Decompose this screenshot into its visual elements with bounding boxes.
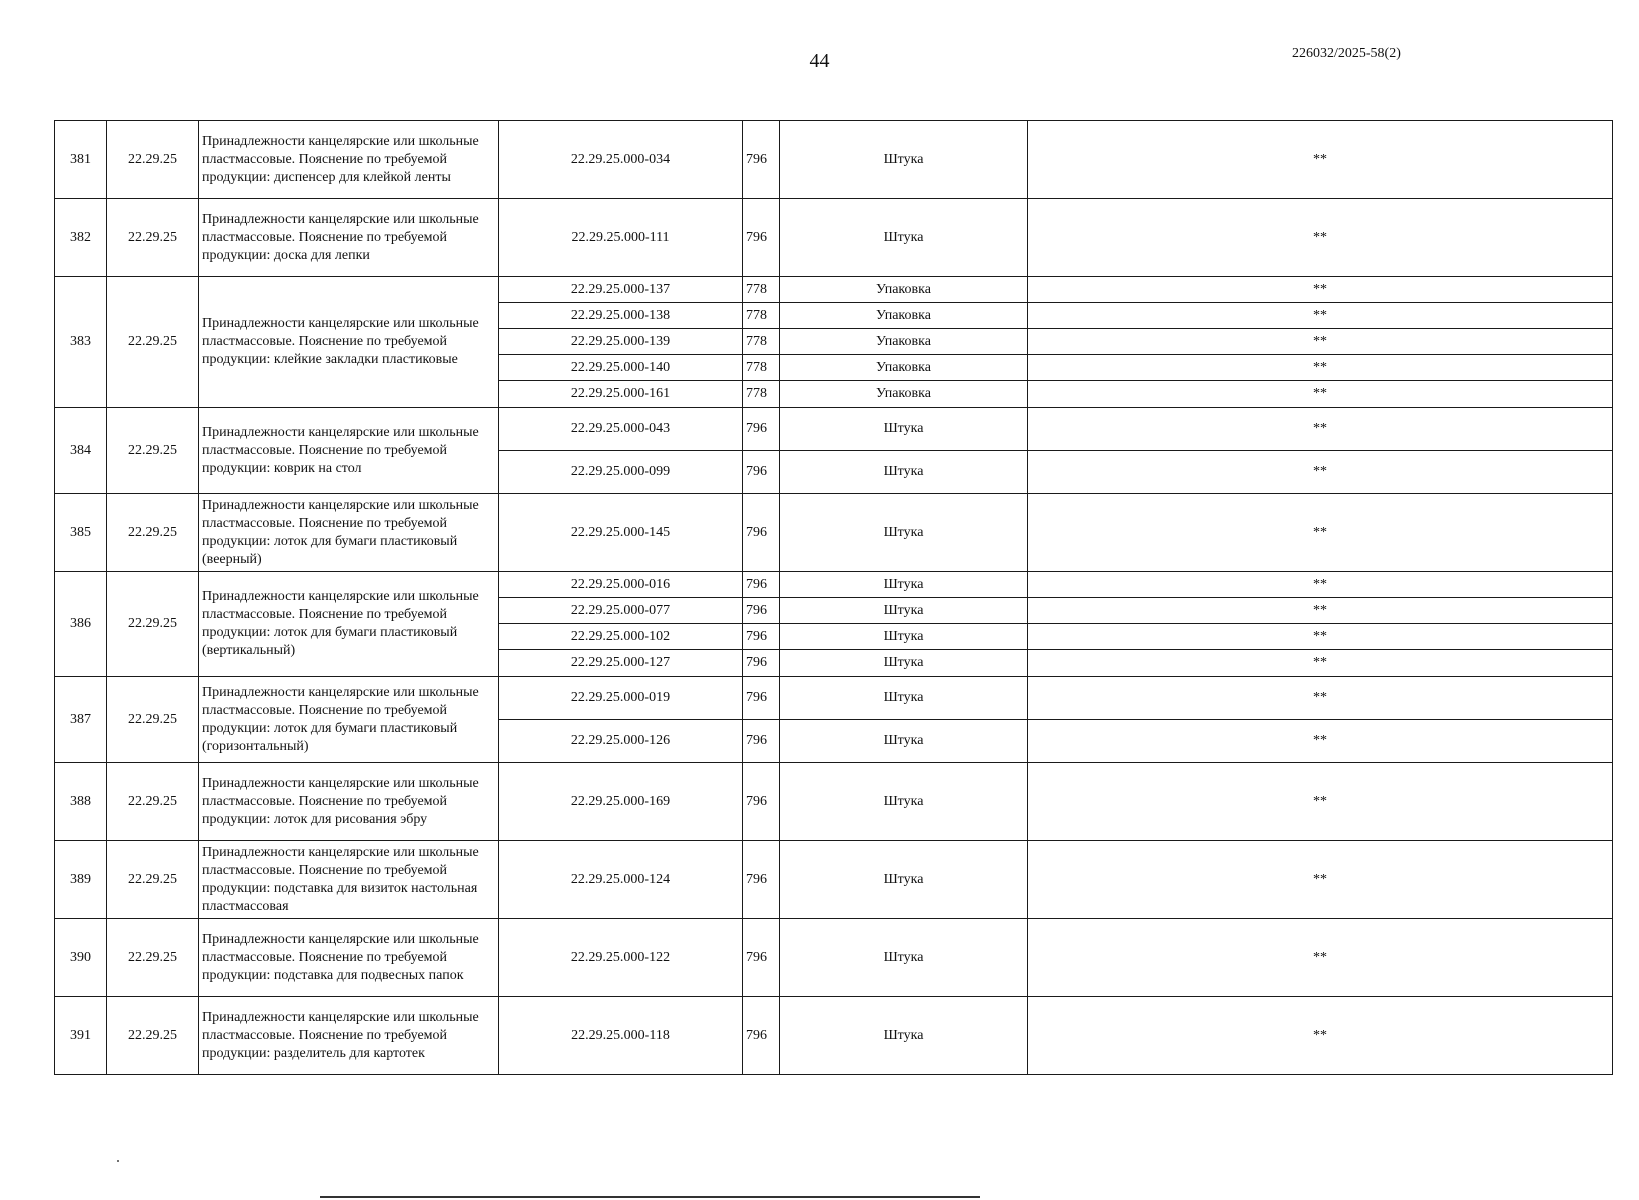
okei-code: 796	[743, 763, 780, 841]
okei-code: 796	[743, 919, 780, 997]
ktru-code: 22.29.25.000-169	[499, 763, 743, 841]
note-cell: **	[1028, 451, 1613, 494]
product-description: Принадлежности канцелярские или школьные пластмассовые. Пояснение по требуемой продукции: клейкие закладки пластиковые	[199, 277, 499, 408]
okpd-code: 22.29.25	[107, 919, 199, 997]
okpd-code: 22.29.25	[107, 494, 199, 572]
ktru-code: 22.29.25.000-124	[499, 841, 743, 919]
product-description: Принадлежности канцелярские или школьные пластмассовые. Пояснение по требуемой продукции: лоток для бумаги пластиковый (горизонтальный)	[199, 677, 499, 763]
unit-name: Упаковка	[780, 329, 1028, 355]
okei-code: 796	[743, 841, 780, 919]
ktru-code: 22.29.25.000-138	[499, 303, 743, 329]
product-description: Принадлежности канцелярские или школьные пластмассовые. Пояснение по требуемой продукции: лоток для бумаги пластиковый (вертикальный)	[199, 572, 499, 677]
note-cell: **	[1028, 650, 1613, 677]
okei-code: 778	[743, 355, 780, 381]
okei-code: 796	[743, 997, 780, 1075]
note-cell: **	[1028, 355, 1613, 381]
note-cell: **	[1028, 919, 1613, 997]
table-row	[55, 408, 1613, 451]
table-row	[55, 277, 1613, 303]
ktru-code: 22.29.25.000-102	[499, 624, 743, 650]
product-description: Принадлежности канцелярские или школьные пластмассовые. Пояснение по требуемой продукции: подставка для подвесных папок	[199, 919, 499, 997]
document-id: 226032/2025-58(2)	[1292, 46, 1401, 61]
note-cell: **	[1028, 841, 1613, 919]
row-number: 387	[55, 677, 107, 763]
table-row	[55, 121, 1613, 199]
okei-code: 778	[743, 329, 780, 355]
unit-name: Штука	[780, 598, 1028, 624]
unit-name: Штука	[780, 720, 1028, 763]
note-cell: **	[1028, 494, 1613, 572]
unit-name: Штука	[780, 677, 1028, 720]
unit-name: Штука	[780, 997, 1028, 1075]
note-cell: **	[1028, 277, 1613, 303]
ktru-code: 22.29.25.000-145	[499, 494, 743, 572]
note-cell: **	[1028, 381, 1613, 408]
okei-code: 796	[743, 650, 780, 677]
note-cell: **	[1028, 720, 1613, 763]
ktru-code: 22.29.25.000-126	[499, 720, 743, 763]
unit-name: Упаковка	[780, 381, 1028, 408]
note-cell: **	[1028, 121, 1613, 199]
product-description: Принадлежности канцелярские или школьные пластмассовые. Пояснение по требуемой продукции: диспенсер для клейкой ленты	[199, 121, 499, 199]
okei-code: 796	[743, 677, 780, 720]
unit-name: Штука	[780, 451, 1028, 494]
scan-speck	[117, 1160, 119, 1162]
unit-name: Упаковка	[780, 303, 1028, 329]
okei-code: 796	[743, 598, 780, 624]
okpd-code: 22.29.25	[107, 997, 199, 1075]
okei-code: 796	[743, 199, 780, 277]
table-row	[55, 572, 1613, 598]
note-cell: **	[1028, 598, 1613, 624]
product-description: Принадлежности канцелярские или школьные пластмассовые. Пояснение по требуемой продукции: лоток для бумаги пластиковый (веерный)	[199, 494, 499, 572]
unit-name: Упаковка	[780, 277, 1028, 303]
unit-name: Штука	[780, 650, 1028, 677]
note-cell: **	[1028, 763, 1613, 841]
note-cell: **	[1028, 199, 1613, 277]
table-row	[55, 841, 1613, 919]
table-row	[55, 919, 1613, 997]
unit-name: Штука	[780, 624, 1028, 650]
page-number: 44	[809, 50, 830, 72]
row-number: 386	[55, 572, 107, 677]
okpd-code: 22.29.25	[107, 277, 199, 408]
row-number: 381	[55, 121, 107, 199]
unit-name: Штука	[780, 494, 1028, 572]
okpd-code: 22.29.25	[107, 841, 199, 919]
ktru-code: 22.29.25.000-118	[499, 997, 743, 1075]
unit-name: Штука	[780, 572, 1028, 598]
unit-name: Упаковка	[780, 355, 1028, 381]
ktru-code: 22.29.25.000-043	[499, 408, 743, 451]
okpd-code: 22.29.25	[107, 408, 199, 494]
ktru-code: 22.29.25.000-111	[499, 199, 743, 277]
ktru-code: 22.29.25.000-034	[499, 121, 743, 199]
okpd-code: 22.29.25	[107, 199, 199, 277]
table-row	[55, 997, 1613, 1075]
okei-code: 796	[743, 451, 780, 494]
okei-code: 778	[743, 381, 780, 408]
ktru-code: 22.29.25.000-077	[499, 598, 743, 624]
row-number: 390	[55, 919, 107, 997]
row-number: 382	[55, 199, 107, 277]
table-row	[55, 199, 1613, 277]
okei-code: 796	[743, 494, 780, 572]
row-number: 388	[55, 763, 107, 841]
row-number: 389	[55, 841, 107, 919]
ktru-code: 22.29.25.000-161	[499, 381, 743, 408]
note-cell: **	[1028, 624, 1613, 650]
okei-code: 796	[743, 572, 780, 598]
ktru-code: 22.29.25.000-137	[499, 277, 743, 303]
note-cell: **	[1028, 408, 1613, 451]
table-row	[55, 763, 1613, 841]
product-table	[54, 120, 1613, 1075]
okei-code: 778	[743, 277, 780, 303]
bottom-rule	[320, 1196, 980, 1198]
row-number: 383	[55, 277, 107, 408]
note-cell: **	[1028, 329, 1613, 355]
okei-code: 796	[743, 624, 780, 650]
table-row	[55, 494, 1613, 572]
ktru-code: 22.29.25.000-140	[499, 355, 743, 381]
ktru-code: 22.29.25.000-122	[499, 919, 743, 997]
product-table-body	[55, 121, 1613, 1075]
ktru-code: 22.29.25.000-099	[499, 451, 743, 494]
okpd-code: 22.29.25	[107, 572, 199, 677]
product-description: Принадлежности канцелярские или школьные пластмассовые. Пояснение по требуемой продукции: доска для лепки	[199, 199, 499, 277]
okei-code: 796	[743, 408, 780, 451]
product-description: Принадлежности канцелярские или школьные пластмассовые. Пояснение по требуемой продукции: лоток для рисования эбру	[199, 763, 499, 841]
ktru-code: 22.29.25.000-127	[499, 650, 743, 677]
table-row	[55, 677, 1613, 720]
unit-name: Штука	[780, 763, 1028, 841]
unit-name: Штука	[780, 121, 1028, 199]
unit-name: Штука	[780, 841, 1028, 919]
okpd-code: 22.29.25	[107, 121, 199, 199]
ktru-code: 22.29.25.000-016	[499, 572, 743, 598]
unit-name: Штука	[780, 919, 1028, 997]
product-description: Принадлежности канцелярские или школьные пластмассовые. Пояснение по требуемой продукции: подставка для визиток настольная пластмассовая	[199, 841, 499, 919]
row-number: 391	[55, 997, 107, 1075]
product-description: Принадлежности канцелярские или школьные пластмассовые. Пояснение по требуемой продукции: разделитель для картотек	[199, 997, 499, 1075]
note-cell: **	[1028, 997, 1613, 1075]
note-cell: **	[1028, 572, 1613, 598]
ktru-code: 22.29.25.000-019	[499, 677, 743, 720]
note-cell: **	[1028, 303, 1613, 329]
okpd-code: 22.29.25	[107, 763, 199, 841]
note-cell: **	[1028, 677, 1613, 720]
row-number: 384	[55, 408, 107, 494]
okpd-code: 22.29.25	[107, 677, 199, 763]
unit-name: Штука	[780, 408, 1028, 451]
row-number: 385	[55, 494, 107, 572]
okei-code: 796	[743, 121, 780, 199]
okei-code: 796	[743, 720, 780, 763]
ktru-code: 22.29.25.000-139	[499, 329, 743, 355]
product-description: Принадлежности канцелярские или школьные пластмассовые. Пояснение по требуемой продукции: коврик на стол	[199, 408, 499, 494]
unit-name: Штука	[780, 199, 1028, 277]
okei-code: 778	[743, 303, 780, 329]
